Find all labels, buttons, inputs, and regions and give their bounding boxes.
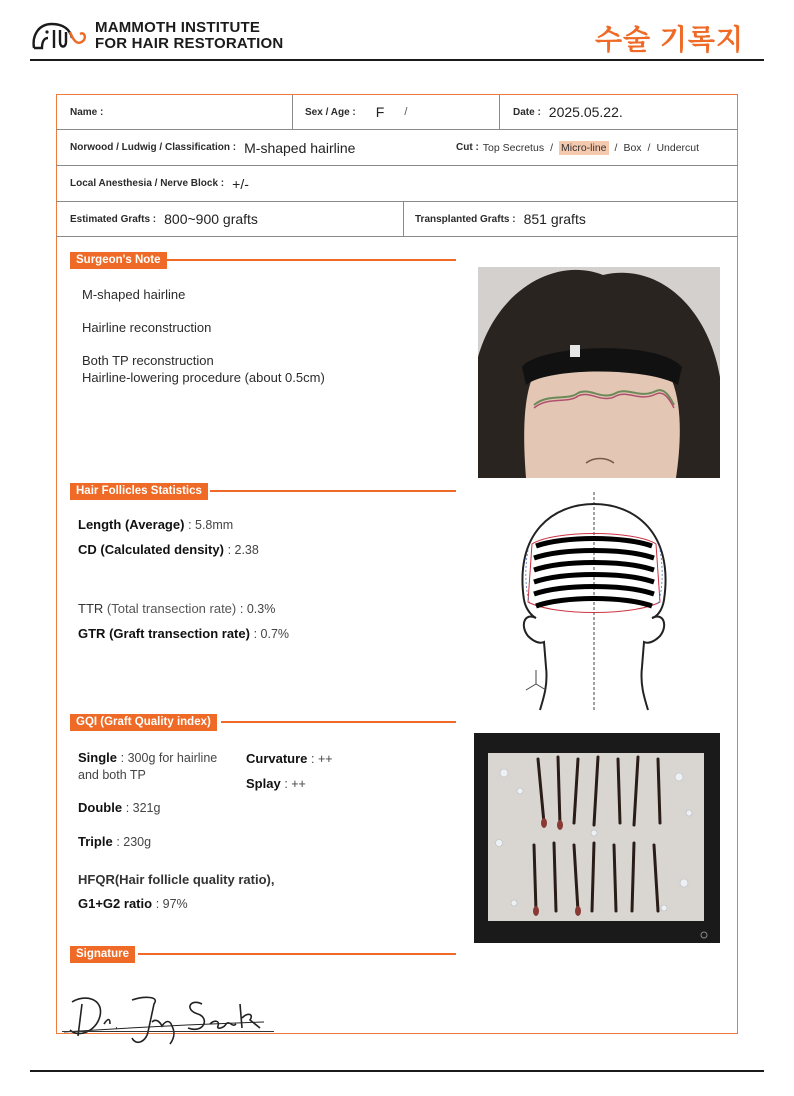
- ratio-label: G1+G2 ratio: [78, 896, 153, 911]
- section-line: [210, 490, 456, 492]
- single-stat-continued: [78, 767, 146, 782]
- hair-follicles-title: Hair Follicles Statistics: [70, 483, 208, 500]
- cut-label: Cut :: [456, 142, 479, 153]
- note-line: Hairline reconstruction: [82, 320, 212, 335]
- triple-stat: [78, 834, 151, 849]
- estimated-grafts-value: 800~900 grafts: [164, 211, 258, 227]
- single-stat: [78, 750, 217, 765]
- cut-options: Top Secretus / Micro-line / Box / Undercut: [482, 141, 700, 154]
- date-value: 2025.05.22.: [548, 104, 623, 120]
- note-line: Both TP reconstruction: [82, 353, 214, 368]
- anesthesia-cell[interactable]: [70, 166, 670, 201]
- double-stat: [78, 800, 160, 815]
- gtr-value: : 0.7%: [253, 627, 290, 641]
- anesthesia-value: +/-: [232, 175, 249, 192]
- ttr-label: TTR: [78, 601, 104, 616]
- hfqr-label: HFQR(Hair follicle quality ratio),: [78, 872, 275, 887]
- cut-cell: [456, 130, 726, 165]
- mammoth-logo-icon: [30, 18, 90, 52]
- sex-age-label: Sex / Age :: [305, 106, 356, 118]
- classification-label: Norwood / Ludwig / Classification :: [70, 142, 237, 153]
- ttr-paren: (Total transection rate): [106, 601, 237, 616]
- length-paren: (Average): [124, 517, 185, 532]
- curvature-stat: [246, 751, 333, 766]
- single-label: Single: [78, 750, 118, 765]
- section-line: [221, 721, 456, 723]
- length-label: Length: [78, 517, 122, 532]
- splay-stat: [246, 776, 306, 791]
- single-value-line2: and both TP: [78, 768, 146, 782]
- splay-value: : ++: [284, 777, 306, 791]
- ttr-stat: [78, 601, 275, 616]
- gtr-paren: (Graft transection rate): [109, 626, 250, 641]
- anesthesia-label: Local Anesthesia / Nerve Block :: [70, 178, 225, 189]
- transplanted-grafts-value: 851 grafts: [523, 211, 586, 227]
- age-separator: /: [404, 106, 408, 118]
- divider: [499, 95, 500, 129]
- double-label: Double: [78, 800, 123, 815]
- form-row-anesthesia: [56, 166, 738, 202]
- estimated-grafts-cell[interactable]: [70, 202, 390, 236]
- cd-paren: (Calculated density): [100, 542, 224, 557]
- double-value: : 321g: [125, 801, 161, 815]
- curvature-label: Curvature: [246, 751, 308, 766]
- cut-option-micro-line[interactable]: Micro-line: [561, 141, 607, 154]
- signature-title: Signature: [70, 946, 135, 963]
- classification-value: M-shaped hairline: [244, 139, 356, 156]
- cd-label: CD: [78, 542, 97, 557]
- section-line: [138, 953, 456, 955]
- triple-value: : 230g: [116, 835, 152, 849]
- cut-option-top-secretus[interactable]: Top Secretus: [482, 141, 545, 154]
- transplanted-grafts-cell[interactable]: [415, 202, 715, 236]
- splay-label: Splay: [246, 776, 281, 791]
- estimated-grafts-label: Estimated Grafts :: [70, 213, 157, 225]
- gqi-title: GQI (Graft Quality index): [70, 714, 217, 731]
- signature-text: Dr. Jay Seok: [64, 988, 70, 989]
- date-label: Date :: [513, 106, 541, 118]
- cd-value: : 2.38: [227, 543, 259, 557]
- surgeons-note-title: Surgeon's Note: [70, 252, 167, 269]
- head-diagram: [514, 492, 674, 712]
- form-row-grafts: [56, 202, 738, 237]
- ratio-stat: [78, 896, 188, 911]
- gtr-stat: [78, 626, 289, 641]
- name-label: Name :: [70, 106, 104, 118]
- ratio-value: : 97%: [155, 897, 188, 911]
- signature-line: [62, 1031, 274, 1032]
- triple-label: Triple: [78, 834, 113, 849]
- cd-stat: [78, 542, 259, 557]
- form-row-classification: [56, 130, 738, 166]
- follicle-monitor-photo: [474, 733, 720, 943]
- length-stat: [78, 517, 233, 532]
- institute-name: [95, 20, 283, 52]
- curvature-value: : ++: [311, 752, 333, 766]
- document-title: 수술 기록지: [594, 24, 744, 55]
- divider: [292, 95, 293, 129]
- classification-cell[interactable]: [70, 130, 450, 165]
- ttr-value: : 0.3%: [239, 602, 276, 616]
- form-row-identity: [56, 95, 738, 130]
- sex-value: F: [375, 104, 385, 120]
- length-value: : 5.8mm: [188, 518, 234, 532]
- header-rule: [30, 59, 764, 61]
- cut-option-undercut[interactable]: Undercut: [656, 141, 700, 154]
- name-cell[interactable]: [70, 95, 290, 129]
- institute-line-2: FOR HAIR RESTORATION: [95, 35, 284, 52]
- signature-image: [64, 988, 274, 1048]
- note-line: M-shaped hairline: [82, 287, 186, 302]
- date-cell[interactable]: [513, 95, 723, 129]
- note-line: Hairline-lowering procedure (about 0.5cm): [82, 370, 325, 385]
- cut-option-box[interactable]: Box: [623, 141, 642, 154]
- institute-line-1: MAMMOTH INSTITUTE: [95, 19, 261, 36]
- transplanted-grafts-label: Transplanted Grafts :: [415, 213, 516, 225]
- footer-rule: [30, 1070, 764, 1072]
- divider: [403, 202, 404, 236]
- section-line: [166, 259, 456, 261]
- gtr-label: GTR: [78, 626, 106, 641]
- sex-age-cell[interactable]: [305, 95, 495, 129]
- hairline-photo: [478, 267, 720, 478]
- single-value: : 300g for hairline: [120, 751, 218, 765]
